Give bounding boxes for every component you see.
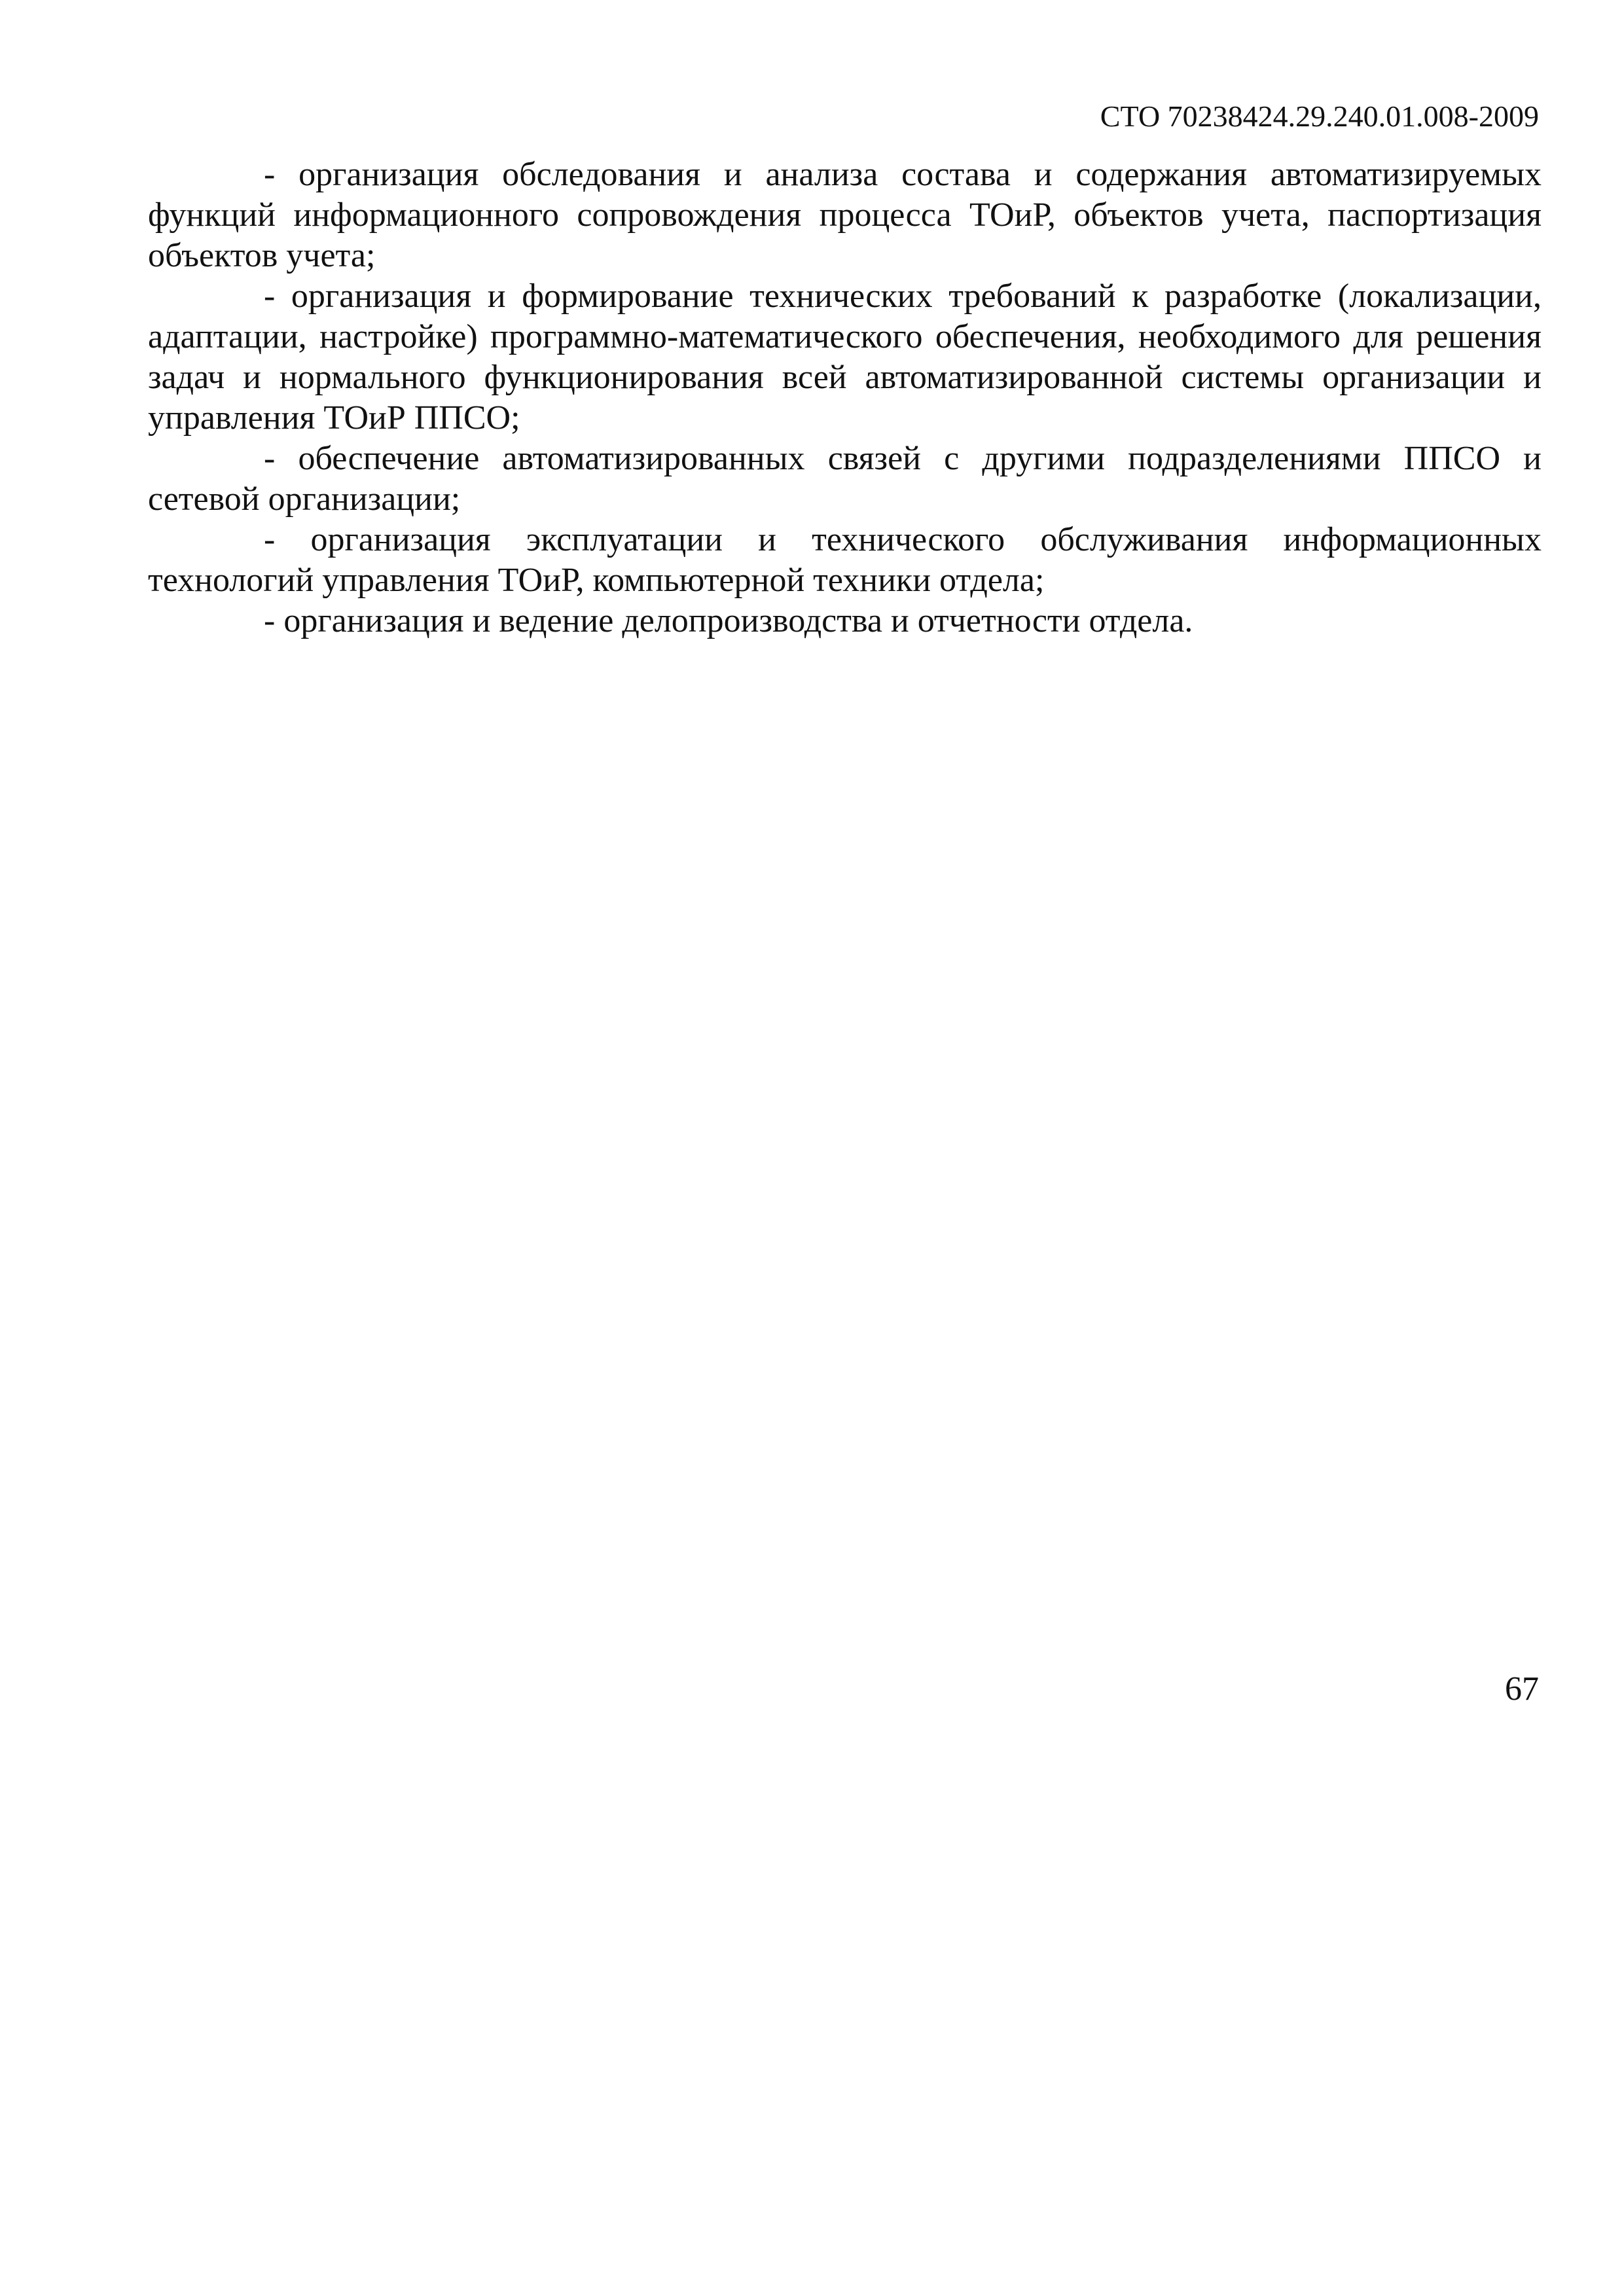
page-number: 67 <box>1505 1670 1539 1708</box>
document-code-header: СТО 70238424.29.240.01.008-2009 <box>1100 99 1539 133</box>
list-item: - организация обследования и анализа состава и содержания автоматизируемых функций информационного сопровождения процесса ТОиР, объектов учета, паспортизация объектов учета; <box>148 156 1542 274</box>
document-body <box>148 154 1542 641</box>
list-item: - организация и ведение делопроизводства и отчетности отдела. <box>264 602 1193 639</box>
list-item: - организация эксплуатации и технического обслуживания информационных технологий управления ТОиР, компьютерной техники отдела; <box>148 521 1542 599</box>
list-item: - обеспечение автоматизированных связей с другими подразделениями ППСО и сетевой организации; <box>148 440 1542 518</box>
list-item: - организация и формирование технических требований к разработке (локализации, адаптации, настройке) программно-математического обеспечения, необходимого для решения задач и нормального функционирования всей автоматизированной системы организации и управления ТОиР ППСО; <box>148 278 1542 437</box>
